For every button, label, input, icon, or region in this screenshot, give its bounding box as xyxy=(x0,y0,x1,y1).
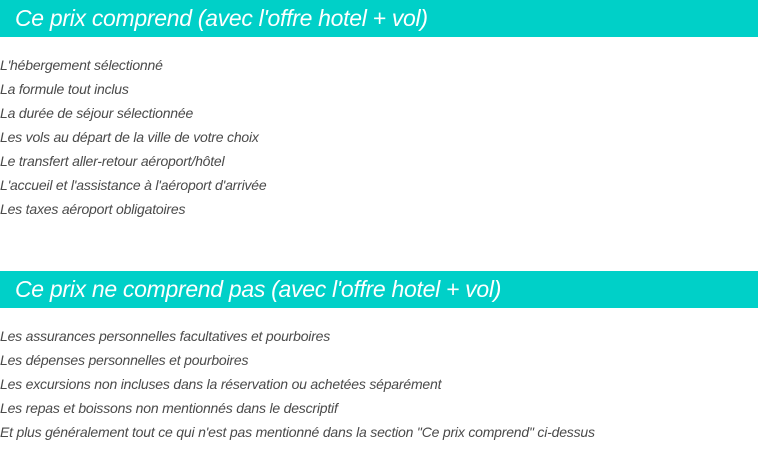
excludes-list-item: Les excursions non incluses dans la réservation ou achetées séparément xyxy=(0,376,442,392)
includes-list-item: Les taxes aéroport obligatoires xyxy=(0,201,186,217)
excludes-list-item: Et plus généralement tout ce qui n'est pas mentionné dans la section "Ce prix comprend" ci-dessus xyxy=(0,424,595,440)
excludes-list xyxy=(0,324,595,444)
excludes-section-title: Ce prix ne comprend pas (avec l'offre hotel + vol) xyxy=(0,271,758,308)
includes-list-item: Les vols au départ de la ville de votre choix xyxy=(0,129,259,145)
includes-section-title: Ce prix comprend (avec l'offre hotel + vol) xyxy=(0,0,758,37)
includes-list-item: L'accueil et l'assistance à l'aéroport d'arrivée xyxy=(0,177,267,193)
excludes-list-item: Les repas et boissons non mentionnés dans le descriptif xyxy=(0,400,338,416)
includes-list-item: Le transfert aller-retour aéroport/hôtel xyxy=(0,153,225,169)
excludes-list-item: Les assurances personnelles facultatives et pourboires xyxy=(0,328,331,344)
includes-list xyxy=(0,53,266,221)
includes-list-item: La formule tout inclus xyxy=(0,81,129,97)
includes-list-item: L'hébergement sélectionné xyxy=(0,57,163,73)
excludes-list-item: Les dépenses personnelles et pourboires xyxy=(0,352,249,368)
includes-list-item: La durée de séjour sélectionnée xyxy=(0,105,194,121)
